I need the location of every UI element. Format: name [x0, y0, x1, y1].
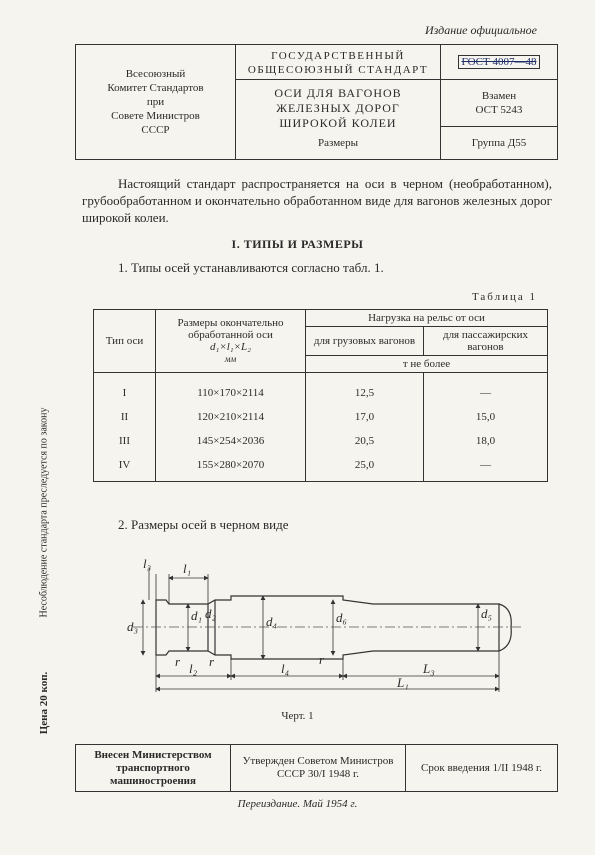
label-d4: d₄: [266, 614, 278, 629]
col-sizes-formula: d₁×l₁×L₂: [210, 341, 251, 353]
authority-line: Совете Министров: [111, 110, 200, 122]
cell-type: I: [94, 373, 156, 406]
header-block: [75, 44, 558, 160]
label-d2: d₂: [205, 606, 217, 621]
col-type-header: Тип оси: [94, 310, 156, 373]
cell-passenger: 15,0: [424, 405, 548, 429]
section-title: I. ТИПЫ И РАЗМЕРЫ: [231, 237, 364, 251]
col-sizes-text: Размеры окончательно обработанной оси: [177, 317, 284, 341]
footer-approved: Утвержден Советом Министров СССР 30/I 1948 г.: [231, 745, 406, 791]
side-price: Цена 20 коп.: [38, 671, 50, 735]
replaces-label: Взамен: [481, 90, 517, 102]
table-row: [94, 405, 548, 429]
title-line: ШИРОКОЙ КОЛЕИ: [279, 116, 397, 130]
cell-freight: 20,5: [306, 429, 424, 453]
document-subtitle: Размеры: [318, 137, 358, 149]
title-line: ЖЕЛЕЗНЫХ ДОРОГ: [276, 101, 400, 115]
cell-passenger: —: [424, 373, 548, 406]
standard-kind: [236, 45, 440, 80]
intro-paragraph: Настоящий стандарт распространяется на оси в черном (необработанном), грубообработанном и окончательно обработанном виде для вагонов железных дорог широкой колеи.: [82, 176, 552, 225]
gost-number: ГОСТ 4007—48: [458, 55, 541, 69]
col-freight-header: для грузовых вагонов: [306, 327, 424, 356]
document-title: [236, 80, 440, 131]
side-legal-note: Несоблюдение стандарта преследуется по закону: [38, 407, 50, 618]
authority-line: Комитет Стандартов: [107, 82, 204, 94]
label-l4: l₄: [281, 661, 290, 676]
paragraph-2: 2. Размеры осей в черном виде: [118, 517, 289, 532]
table-label: Таблица 1: [471, 291, 537, 303]
col-sizes-header: [156, 310, 306, 373]
cell-size: 120×210×2114: [156, 405, 306, 429]
footer-block: [75, 744, 558, 792]
label-r: r: [209, 654, 215, 669]
axle-drawing: [113, 556, 533, 706]
standard-meta: [441, 45, 557, 159]
label-d5: d₅: [481, 606, 493, 621]
cell-size: 145×254×2036: [156, 429, 306, 453]
label-l3: l₃: [143, 556, 152, 571]
load-unit-header: т не более: [306, 356, 548, 373]
edition-note: Издание официальное: [424, 23, 537, 37]
table-row: [94, 453, 548, 482]
cell-type: II: [94, 405, 156, 429]
label-l1: l₁: [183, 561, 192, 576]
replaces-value: ОСТ 5243: [475, 104, 523, 116]
cell-freight: 12,5: [306, 373, 424, 406]
label-r: r: [319, 652, 325, 667]
cell-passenger: —: [424, 453, 548, 482]
figure-caption: Черт. 1: [281, 710, 314, 722]
cell-size: 155×280×2070: [156, 453, 306, 482]
standard-kind-line: ОБЩЕСОЮЗНЫЙ СТАНДАРТ: [247, 64, 429, 76]
cell-type: III: [94, 429, 156, 453]
standard-title-block: [236, 45, 441, 159]
authority-line: при: [146, 96, 165, 108]
label-d3: d₃: [127, 619, 139, 634]
cell-freight: 25,0: [306, 453, 424, 482]
group-code: Группа Д55: [471, 137, 527, 149]
footer-introduced: Внесен Министерством транспортного машиностроения: [76, 745, 231, 791]
cell-freight: 17,0: [306, 405, 424, 429]
reprint-note: Переиздание. Май 1954 г.: [237, 798, 358, 810]
cell-type: IV: [94, 453, 156, 482]
label-r: r: [175, 654, 181, 669]
paragraph-1: 1. Типы осей устанавливаются согласно табл. 1.: [118, 260, 384, 275]
label-L3: L₃: [423, 661, 435, 676]
authority-line: Всесоюзный: [125, 68, 186, 80]
label-d6: d₆: [336, 610, 348, 625]
axle-types-table: [93, 309, 548, 482]
issuing-authority: [76, 45, 236, 159]
replaces-cell: [441, 80, 557, 127]
footer-effective: Срок введения 1/II 1948 г.: [421, 761, 542, 774]
gost-number-cell: [441, 45, 557, 80]
standard-kind-line: ГОСУДАРСТВЕННЫЙ: [271, 50, 405, 62]
label-l2: l₂: [189, 661, 198, 676]
col-load-header: Нагрузка на рельс от оси: [306, 310, 548, 327]
authority-line: СССР: [141, 124, 170, 136]
cell-size: 110×170×2114: [156, 373, 306, 406]
col-sizes-unit: мм: [224, 354, 237, 364]
label-L1: L₁: [397, 675, 409, 690]
label-d1: d₁: [191, 608, 203, 623]
table-row: [94, 429, 548, 453]
table-row: [94, 373, 548, 406]
col-passenger-header: для пассажирских вагонов: [424, 327, 548, 356]
cell-passenger: 18,0: [424, 429, 548, 453]
title-line: ОСИ ДЛЯ ВАГОНОВ: [274, 86, 402, 100]
